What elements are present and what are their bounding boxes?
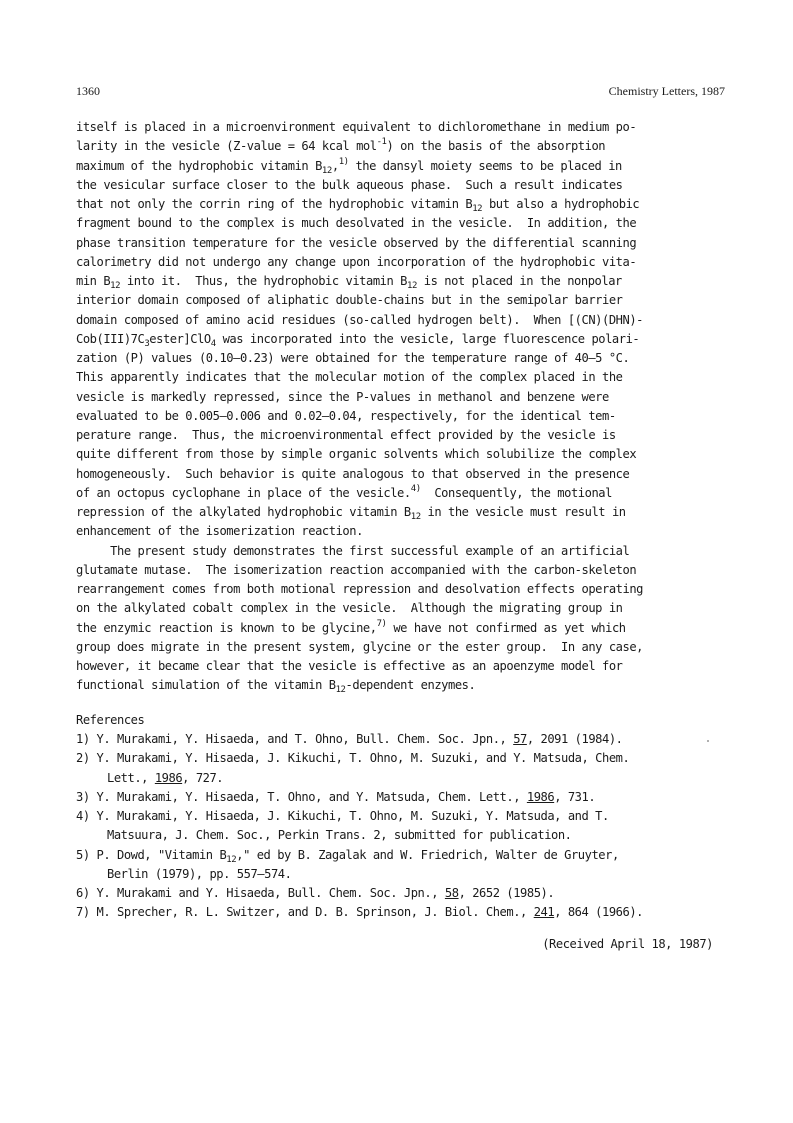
body-line: however, it became clear that the vesicle is effective as an apoenzyme model for	[76, 659, 623, 673]
volume-number: 1986	[526, 789, 555, 804]
volume-number: 1986	[154, 770, 183, 785]
subscript: 12	[321, 165, 332, 176]
volume-number: 57	[513, 732, 527, 746]
body-line: functional simulation of the vitamin $B_{12}$-dependent enzymes.	[76, 678, 476, 696]
body-line: the enzymic reaction is known to be glycine,$^{7)}$ we have not confirmed as yet which	[76, 618, 626, 635]
body-line: evaluated to be 0.005—0.006 and 0.02—0.04, respectively, for the identical tem-	[76, 408, 616, 423]
reference-line: 5) P. Dowd, "Vitamin $B_{12}$," ed by B. Zagalak and W. Friedrich, Walter de Gruyter,	[76, 847, 619, 865]
reference-line: 4) Y. Murakami, Y. Hisaeda, J. Kikuchi, T. Ohno, M. Suzuki, Y. Matsuda, and T.	[76, 809, 609, 823]
reference-line: Matsuura, J. Chem. Soc., Perkin Trans. 2, submitted for publication.	[107, 828, 572, 843]
body-line: maximum of the hydrophobic vitamin $B_{12},^{1)}$ the dansyl moiety seems to be placed in	[76, 156, 622, 176]
reference-line: Lett., 1986, 727.	[107, 770, 224, 785]
subscript: 3	[144, 338, 150, 349]
body-line: homogeneously. Such behavior is quite analogous to that observed in the presence	[76, 466, 630, 481]
body-line: phase transition temperature for the vesicle observed by the differential scanning	[76, 235, 637, 250]
body-line: rearrangement comes from both motional repression and desolvation effects operating	[76, 582, 643, 596]
body-line: $Cob(III)7C_3ester]ClO_4$ was incorporated into the vesicle, large fluorescence polari-	[76, 331, 640, 349]
body-line: enhancement of the isomerization reaction.	[76, 524, 363, 539]
volume-number: 58	[444, 886, 459, 900]
body-line: of an octopus cyclophane in place of the vesicle.$^{4)}$ Consequently, the motional	[76, 483, 612, 500]
reference-line: 1) Y. Murakami, Y. Hisaeda, and T. Ohno, Bull. Chem. Soc. Jpn., 57, 2091 (1984).	[76, 732, 623, 746]
subscript: 12	[335, 685, 346, 696]
speck-mark	[707, 740, 709, 742]
page-header-left	[76, 84, 100, 99]
references-heading: References	[76, 713, 145, 727]
body-line: the vesicular surface closer to the bulk aqueous phase. Such a result indicates	[76, 177, 623, 192]
body-line: group does migrate in the present system, glycine or the ester group. In any case,	[76, 639, 643, 654]
body-line: interior domain composed of aliphatic double-chains but in the semipolar barrier	[76, 293, 623, 308]
body-line: larity in the vesicle (Z-value = 64 kcal mol$^{-1}$) on the basis of the absorption	[76, 137, 606, 154]
body-line: calorimetry did not undergo any change upon incorporation of the hydrophobic vita-	[76, 254, 637, 269]
body-line: fragment bound to the complex is much desolvated in the vesicle. In addition, the	[76, 216, 637, 231]
body-line: The present study demonstrates the first successful example of an artificial	[76, 543, 630, 558]
body-line: repression of the alkylated hydrophobic vitamin $B_{12}$ in the vesicle must result in	[76, 505, 626, 522]
superscript: 4)	[410, 483, 421, 494]
superscript: -1	[376, 137, 387, 148]
subscript: 12	[110, 281, 121, 291]
page-header-right	[609, 84, 725, 99]
body-line: quite different from those by simple organic solvents which solubilize the complex	[76, 447, 637, 462]
received-date: (Received April 18, 1987)	[542, 937, 713, 951]
body-line: that not only the corrin ring of the hydrophobic vitamin $B_{12}$ but also a hydrophobic	[76, 197, 640, 214]
superscript: 1)	[338, 156, 349, 167]
body-line: itself is placed in a microenvironment equivalent to dichloromethane in medium po-	[76, 120, 637, 134]
reference-line: 6) Y. Murakami and Y. Hisaeda, Bull. Chem. Soc. Jpn., 58, 2652 (1985).	[76, 886, 555, 900]
volume-number: 241	[533, 905, 555, 920]
subscript: 12	[226, 854, 237, 865]
body-line: zation (P) values (0.10—0.23) were obtained for the temperature range of 40—5 °C.	[76, 351, 630, 365]
body-line: This apparently indicates that the molecular motion of the complex placed in the	[76, 370, 623, 385]
body-line: $\min B_{12}$ into it. Thus, the hydrophobic vitamin $B_{12}$ is not placed in the nonpolar	[76, 274, 622, 291]
body-line: vesicle is markedly repressed, since the P-values in methanol and benzene were	[76, 389, 609, 404]
reference-line: 2) Y. Murakami, Y. Hisaeda, J. Kikuchi, T. Ohno, M. Suzuki, and Y. Matsuda, Chem.	[76, 751, 630, 766]
body-line: perature range. Thus, the microenvironmental effect provided by the vesicle is	[76, 428, 616, 442]
superscript: 7)	[376, 618, 387, 629]
reference-line: Berlin (1979), pp. 557—574.	[107, 866, 292, 881]
reference-line: 3) Y. Murakami, Y. Hisaeda, T. Ohno, and Y. Matsuda, Chem. Lett., 1986, 731.	[76, 789, 596, 804]
subscript: 4	[210, 338, 216, 349]
reference-line: 7) M. Sprecher, R. L. Switzer, and D. B. Sprinson, J. Biol. Chem., 241, 864 (1966).	[76, 905, 643, 920]
subscript: 12	[410, 512, 421, 522]
subscript: 12	[472, 204, 483, 214]
body-line: on the alkylated cobalt complex in the vesicle. Although the migrating group in	[76, 601, 623, 616]
subscript: 12	[407, 281, 417, 291]
body-line: glutamate mutase. The isomerization reaction accompanied with the carbon-skeleton	[76, 562, 637, 577]
page-number: 1360	[76, 84, 100, 98]
journal-name: Chemistry Letters, 1987	[608, 84, 725, 98]
body-line: domain composed of amino acid residues (so-called hydrogen belt). When [(CN)(DHN)-	[76, 312, 643, 327]
